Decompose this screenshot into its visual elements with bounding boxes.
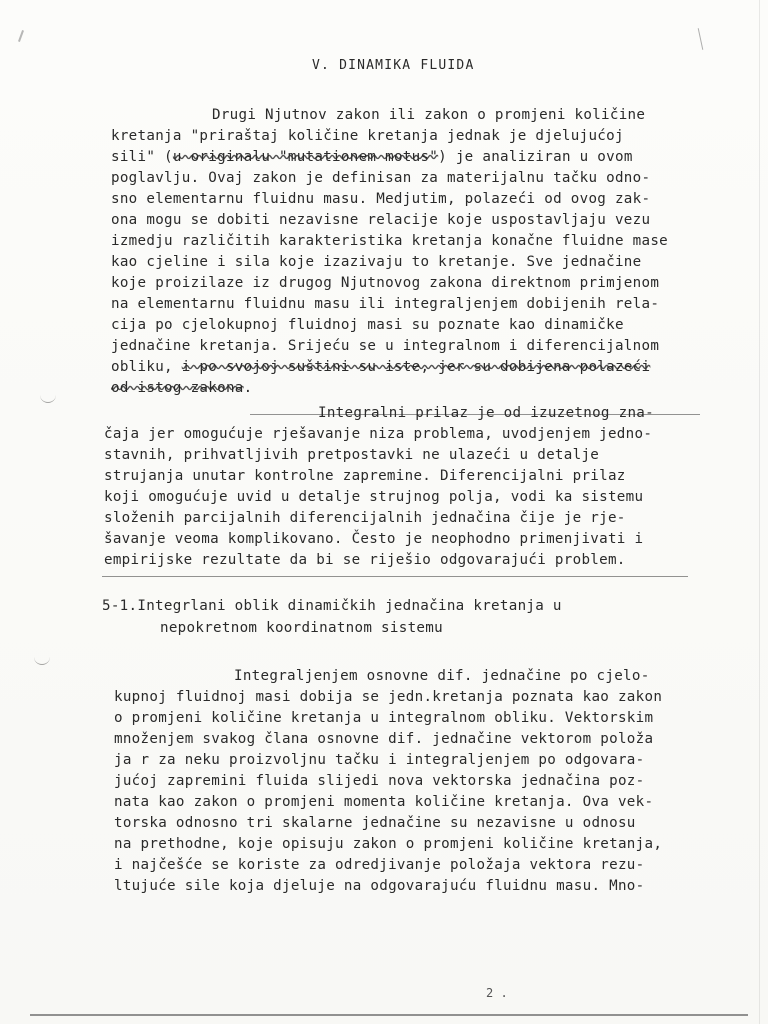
text-line: ltujuće sile koja djeluje na odgovarajuću fluidnu masu. Mno-: [114, 878, 645, 894]
text-line: koje proizilaze iz drugog Njutnovog zakona direktnom primjenom: [111, 275, 660, 291]
text-line: jućoj zapremini fluida slijedi nova vektorska jednačina poz-: [114, 773, 645, 789]
text-line: strujanja unutar kontrolne zapremine. Diferencijalni prilaz: [104, 468, 626, 484]
text-line: kao cjeline i sila koje izazivaju to kretanje. Sve jednačine: [111, 254, 642, 270]
struck-text: od istog zakona: [111, 380, 244, 396]
text-line: empirijske rezultate da bi se riješio odgovarajući problem.: [104, 552, 626, 568]
text-line: čaja jer omogućuje rješavanje niza problema, uvodjenjem jedno-: [104, 426, 653, 442]
section-heading-line: [102, 597, 562, 615]
section-title: Integrlani oblik dinamičkih jednačina kretanja u: [137, 598, 562, 614]
text-line: na prethodne, koje opisuju zakon o promjeni količine kretanja,: [114, 836, 663, 852]
text-line: šavanje veoma komplikovano. Često je neophodno primenjivati i: [104, 531, 644, 547]
text-line: kupnoj fluidnoj masi dobija se jedn.kretanja poznata kao zakon: [114, 689, 663, 705]
paper-edge: [759, 0, 760, 1024]
text-line: ona mogu se dobiti nezavisne relacije koje uspostavljaju vezu: [111, 212, 651, 228]
text-fragment: .: [243, 380, 253, 396]
text-line: nata kao zakon o promjeni momenta količine kretanja. Ova vek-: [114, 794, 654, 810]
text-line: Integralni prilaz je od izuzetnog zna-: [318, 405, 654, 421]
text-line: o promjeni količine kretanja u integralnom obliku. Vektorskim: [114, 710, 654, 726]
text-line: sno elementarnu fluidnu masu. Medjutim, polazeći od ovog zak-: [111, 191, 651, 207]
margin-mark: [18, 30, 24, 42]
text-line: [111, 379, 252, 397]
text-line: Drugi Njutnov zakon ili zakon o promjeni količine: [212, 107, 646, 123]
text-fragment: ) je analiziran u ovom: [438, 149, 633, 165]
struck-text: i po svojoj suštini su iste, jer su dobijena polazeći: [181, 359, 651, 375]
struck-text: u originalu "mutationem motus": [172, 149, 439, 165]
punch-hole-mark: [34, 656, 50, 665]
text-line: cija po cjelokupnoj fluidnoj masi su poznate kao dinamičke: [111, 317, 624, 333]
text-fragment: sili" (: [111, 149, 173, 165]
section-heading-line: nepokretnom koordinatnom sistemu: [160, 620, 443, 636]
text-line: množenjem svakog člana osnovne dif. jednačine vektorom položa: [114, 731, 654, 747]
text-line: [111, 358, 650, 376]
margin-mark: [698, 28, 704, 50]
text-line: kretanja "priraštaj količine kretanja jednak je djelujućoj: [111, 128, 624, 144]
text-line: na elementarnu fluidnu masu ili integraljenjem dobijenih rela-: [111, 296, 660, 312]
text-line: Integraljenjem osnovne dif. jednačine po cjelo-: [234, 668, 650, 684]
text-line: jednačine kretanja. Srijeću se u integralnom i diferencijalnom: [111, 338, 660, 354]
text-line: poglavlju. Ovaj zakon je definisan za materijalnu tačku odno-: [111, 170, 651, 186]
text-line: izmedju različitih karakteristika kretanja konačne fluidne mase: [111, 233, 669, 249]
text-fragment: obliku,: [111, 359, 182, 375]
text-line: stavnih, prihvatljivih pretpostavki ne ulazeći u detalje: [104, 447, 600, 463]
page-number-mark: 2 .: [486, 986, 508, 1000]
punch-hole-mark: [40, 394, 56, 403]
text-line: složenih parcijalnih diferencijalnih jednačina čije je rje-: [104, 510, 626, 526]
hand-drawn-rule: [102, 576, 688, 577]
text-line: ja r za neku proizvoljnu tačku i integraljenjem po odgovara-: [114, 752, 645, 768]
text-line: torska odnosno tri skalarne jednačine su nezavisne u odnosu: [114, 815, 636, 831]
page-title: V. DINAMIKA FLUIDA: [312, 58, 475, 73]
text-line: koji omogućuje uvid u detalje strujnog polja, vodi ka sistemu: [104, 489, 644, 505]
section-number: 5-1.: [102, 598, 138, 614]
text-line: [111, 148, 633, 166]
page-bottom-edge: [30, 1014, 748, 1016]
text-line: i najčešće se koriste za odredjivanje položaja vektora rezu-: [114, 857, 645, 873]
